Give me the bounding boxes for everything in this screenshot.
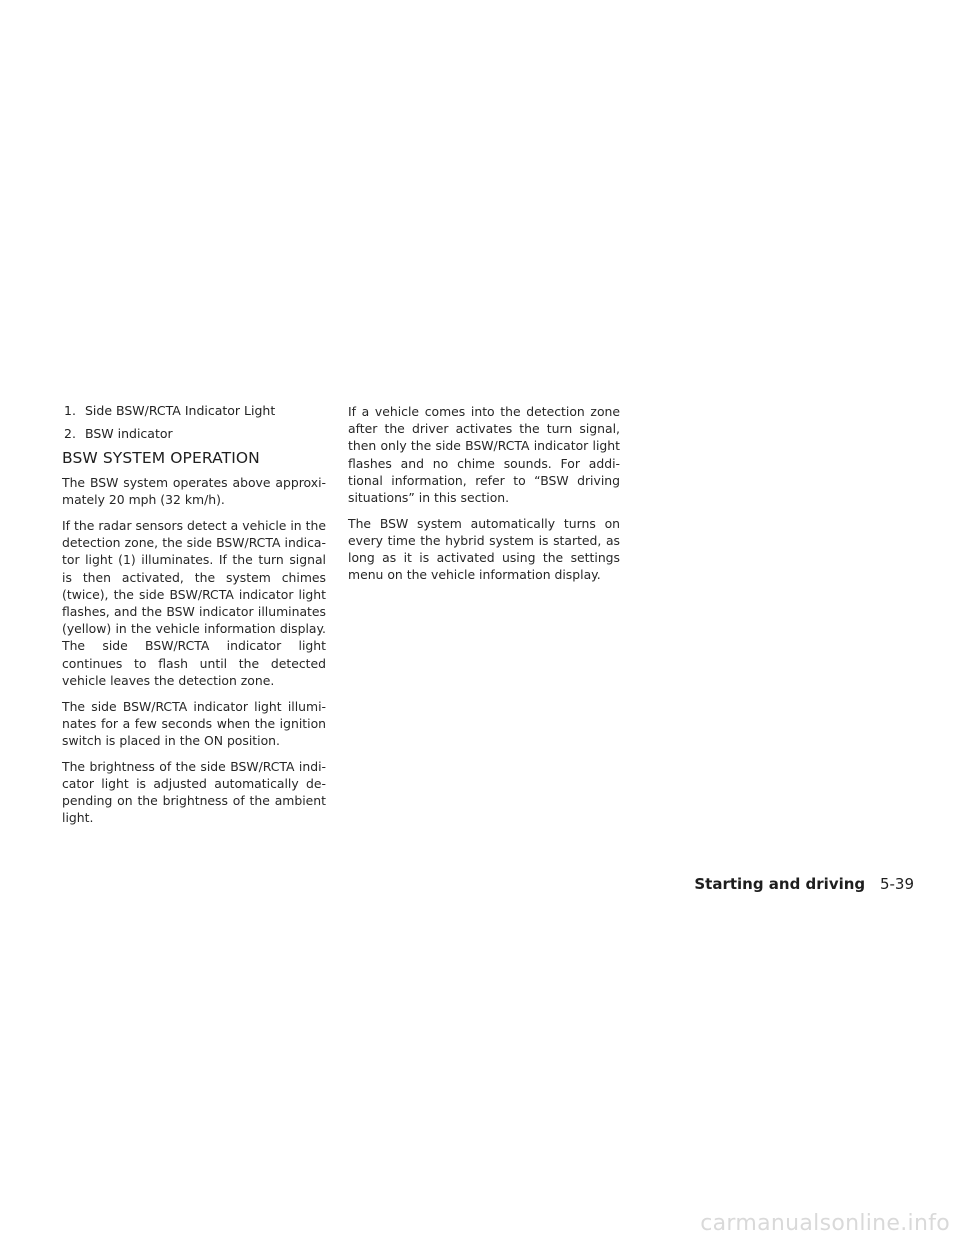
paragraph: The side BSW/RCTA indicator light illumi-nates for a few seconds when the ignition switch is placed in the ON position. (62, 698, 326, 749)
legend-item-2 (62, 425, 342, 443)
right-column (348, 403, 620, 592)
legend-number: 1. (64, 403, 76, 418)
legend-item-1 (62, 402, 342, 420)
paragraph: If a vehicle comes into the detection zone after the driver activates the turn signal, then only the side BSW/RCTA indicator light flashes and no chime sounds. For addi-tional information, refer to “BSW driving situations” in this section. (348, 404, 620, 506)
chapter-title: Starting and driving (694, 875, 866, 893)
legend-number: 2. (64, 426, 76, 441)
section-heading: BSW SYSTEM OPERATION (62, 449, 260, 467)
page-number: 5-39 (879, 875, 914, 893)
paragraph: If the radar sensors detect a vehicle in the detection zone, the side BSW/RCTA indica-tor light (1) illuminates. If the turn signal is then activated, the system chimes (twice), the side BSW/RCTA indicator light flashes, and the BSW indicator illuminates (yellow) in the vehicle information display. The side BSW/RCTA indicator light continues to flash until the detected vehicle leaves the detection zone. (62, 518, 326, 688)
paragraph: The BSW system operates above approxi-mately 20 mph (32 km/h). (62, 475, 326, 508)
left-column (62, 474, 326, 835)
paragraph: The brightness of the side BSW/RCTA indi-cator light is adjusted automatically de-pending on the brightness of the ambient light. (62, 758, 326, 826)
watermark: carmanualsonline.info (700, 1211, 950, 1236)
paragraph: The BSW system automatically turns on every time the hybrid system is started, as long as it is activated using the settings menu on the vehicle information display. (348, 515, 620, 583)
legend-label: BSW indicator (84, 426, 173, 441)
figure-legend (62, 402, 342, 448)
legend-label: Side BSW/RCTA Indicator Light (84, 403, 276, 418)
page-footer (694, 875, 914, 893)
